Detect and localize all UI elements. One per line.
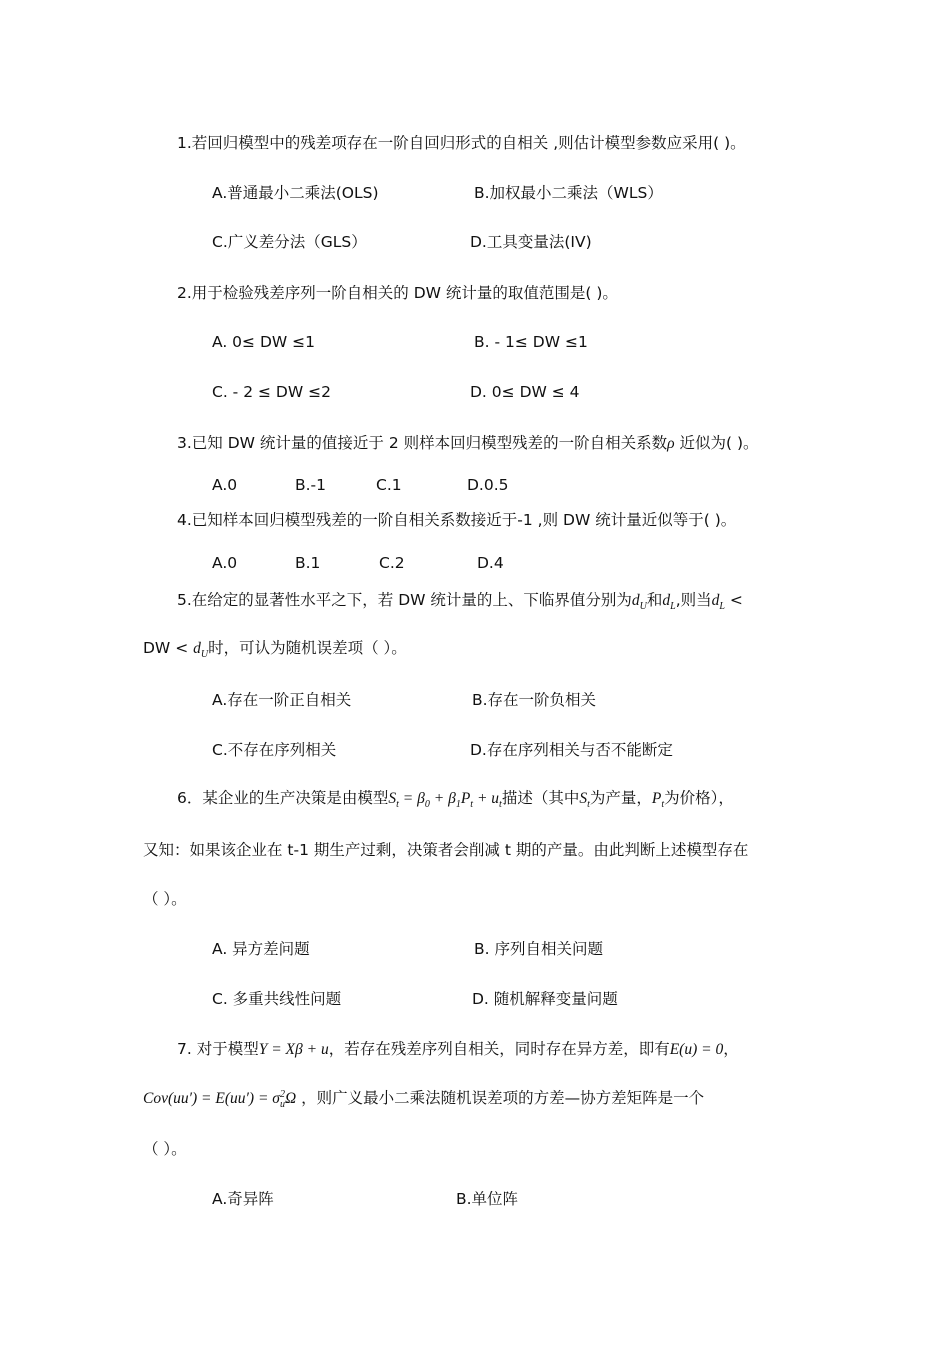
question-7-option-a: A.奇异阵 — [212, 1190, 274, 1208]
question-1-option-d: D.工具变量法(IV) — [470, 233, 592, 251]
question-2-option-a: A. 0≤ DW ≤1 — [212, 333, 315, 351]
question-3-stem — [177, 433, 759, 454]
sigma-subscript: u — [279, 1099, 285, 1111]
question-3-stem-end: 近似为( )。 — [674, 434, 759, 452]
output-desc: 为产量， — [589, 789, 652, 807]
lower-critical-value-2 — [711, 592, 725, 613]
question-3-option-a: A.0 — [212, 476, 238, 494]
linear-model-formula: Y = Xβ + u — [258, 1041, 329, 1058]
question-6-option-d: D. 随机解释变量问题 — [472, 990, 618, 1008]
question-5-stem-text: 5.在给定的显著性水平之下，若 DW 统计量的上、下临界值分别为 — [177, 591, 632, 609]
expectation-formula: E(u) = 0 — [669, 1041, 724, 1058]
lower-critical-value — [662, 592, 676, 613]
covariance-text: Cov(uu′) = E(uu′) = σ — [143, 1090, 280, 1107]
question-2-option-b: B. - 1≤ DW ≤1 — [474, 333, 588, 351]
question-6-stem-line-2: 又知：如果该企业在 t-1 期生产过剩，决策者会削减 t 期的产量。由此判断上述模型存在 — [143, 841, 749, 859]
dl-symbol: d — [662, 592, 671, 609]
question-6-option-b: B. 序列自相关问题 — [474, 940, 603, 958]
du-subscript: U — [639, 601, 647, 613]
question-5-option-b: B.存在一阶负相关 — [472, 691, 597, 709]
rho-symbol: ρ — [667, 435, 675, 452]
question-6-option-c: C. 多重共线性问题 — [212, 990, 342, 1008]
question-1-option-a: A.普通最小二乘法(OLS) — [212, 184, 379, 202]
du2-symbol: d — [193, 640, 201, 657]
question-7-stem-line-3: （ ）。 — [143, 1140, 187, 1158]
output-variable: $S_t$ — [579, 790, 590, 811]
question-5-dw-text: DW < — [143, 639, 189, 657]
question-7-option-b: B.单位阵 — [456, 1190, 519, 1208]
question-3-stem-text: 3.已知 DW 统计量的值接近于 2 则样本回归模型残差的一阶自相关系数 — [177, 434, 668, 452]
question-1-stem: 1.若回归模型中的残差项存在一阶自回归形式的自相关 ,则估计模型参数应采用( )。 — [177, 134, 746, 152]
question-4-option-d: D.4 — [477, 554, 504, 572]
question-4-stem: 4.已知样本回归模型残差的一阶自相关系数接近于-1 ,则 DW 统计量近似等于( )。 — [177, 511, 737, 529]
less-than-text: < — [724, 591, 743, 609]
question-6-option-a: A. 异方差问题 — [212, 940, 310, 958]
p-var: P — [651, 790, 662, 807]
question-2-option-c: C. - 2 ≤ DW ≤2 — [212, 383, 331, 401]
question-5-option-c: C.不存在序列相关 — [212, 741, 337, 759]
question-5-option-d: D.存在序列相关与否不能断定 — [470, 741, 673, 759]
question-3-option-b: B.-1 — [295, 476, 327, 494]
question-4-option-c: C.2 — [379, 554, 405, 572]
covariance-formula — [143, 1088, 297, 1111]
question-5-stem-line-2 — [143, 638, 407, 659]
price-desc: 为价格）， — [664, 789, 734, 807]
s-var: S — [579, 790, 588, 807]
question-2-option-d: D. 0≤ DW ≤ 4 — [470, 383, 580, 401]
sigma-superscript: 2 — [279, 1088, 285, 1100]
question-3-option-c: C.1 — [376, 476, 402, 494]
question-6-stem-line-1 — [177, 788, 734, 809]
question-5-stem-end: 时，可认为随机误差项（ ）。 — [208, 639, 407, 657]
question-5-option-a: A.存在一阶正自相关 — [212, 691, 352, 709]
omega-symbol: Ω — [284, 1090, 297, 1107]
dl2-subscript: L — [719, 601, 725, 613]
question-7-stem-mid: ，若存在残差序列自相关，同时存在异方差，即有 — [328, 1040, 670, 1058]
question-3-option-d: D.0.5 — [467, 476, 509, 494]
question-7-stem-end: ，则广义最小二乘法随机误差项的方差—协方差矩阵是一个 — [301, 1089, 705, 1107]
question-4-option-a: A.0 — [212, 554, 238, 572]
question-6-stem-mid: 描述（其中 — [501, 789, 580, 807]
price-variable: $P_t$ — [651, 790, 665, 811]
du2-subscript: U — [200, 649, 209, 661]
question-7-stem-line-2 — [143, 1088, 704, 1109]
upper-critical-value-2 — [193, 640, 209, 661]
production-model-formula: $S_t = \beta_0 + \beta_1P_t + u_t$ — [388, 790, 502, 811]
then-text: ,则当 — [675, 591, 712, 609]
dl-subscript: L — [670, 601, 676, 613]
question-1-option-c: C.广义差分法（GLS） — [212, 233, 367, 251]
question-6-stem-text: 6．某企业的生产决策是由模型 — [177, 789, 389, 807]
and-text: 和 — [646, 591, 663, 609]
upper-critical-value — [631, 592, 647, 613]
question-1-option-b: B.加权最小二乘法（WLS） — [474, 184, 663, 202]
question-2-stem: 2.用于检验残差序列一阶自相关的 DW 统计量的取值范围是( )。 — [177, 284, 618, 302]
question-5-stem-line-1 — [177, 590, 743, 611]
question-4-option-b: B.1 — [295, 554, 321, 572]
question-7-stem-text: 7. 对于模型 — [177, 1040, 259, 1058]
formula-s: S — [388, 790, 397, 807]
question-7-stem-comma: ， — [723, 1040, 739, 1058]
question-7-stem-line-1 — [177, 1039, 739, 1060]
dl2-symbol: d — [711, 592, 720, 609]
du-symbol: d — [631, 592, 640, 609]
question-6-stem-line-3: （ ）。 — [143, 890, 187, 908]
